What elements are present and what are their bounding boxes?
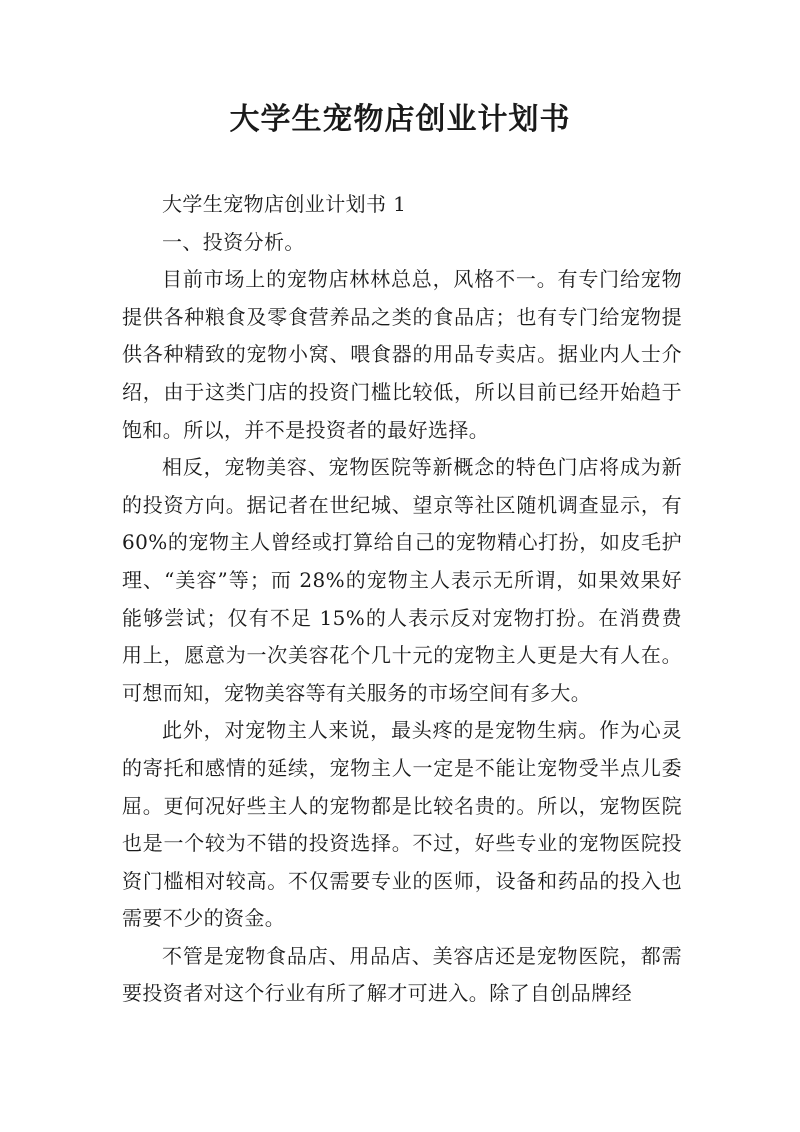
paragraph-pet-hospital: 此外，对宠物主人来说，最头疼的是宠物生病。作为心灵的寄托和感情的延续，宠物主人一定是不能让宠物受半点儿委屈。更何况好些主人的宠物都是比较名贵的。所以，宠物医院也是一个较为不错的投资选择。不过，好些专业的宠物医院投资门槛相对较高。不仅需要专业的医师，设备和药品的投入也需要不少的资金。 xyxy=(122,718,682,931)
document-title: 大学生宠物店创业计划书 xyxy=(229,102,571,137)
document-body xyxy=(122,186,682,1013)
paragraph-market-overview: 目前市场上的宠物店林林总总，风格不一。有专门给宠物提供各种粮食及零食营养品之类的食品店；也有专门给宠物提供各种精致的宠物小窝、喂食器的用品专卖店。据业内人士介绍，由于这类门店的投资门槛比较低，所以目前已经开始趋于饱和。所以，并不是投资者的最好选择。 xyxy=(122,267,682,442)
subsection-heading: 一、投资分析。 xyxy=(162,229,305,254)
paragraph-new-direction: 相反，宠物美容、宠物医院等新概念的特色门店将成为新的投资方向。据记者在世纪城、望京等社区随机调查显示，有 60%的宠物主人曾经或打算给自己的宠物精心打扮，如皮毛护理、“美容”等；而 28%的宠物主人表示无所谓，如果效果好能够尝试；仅有不足 15%的人表示反对宠物打扮。在消费费用上，愿意为一次美容花个几十元的宠物主人更是大有人在。可想而知，宠物美容等有关服务的市场空间有多大。 xyxy=(122,455,682,705)
paragraph-industry-knowledge: 不管是宠物食品店、用品店、美容店还是宠物医院，都需要投资者对这个行业有所了解才可进入。除了自创品牌经 xyxy=(122,943,682,1006)
section-heading: 大学生宠物店创业计划书 1 xyxy=(162,192,407,216)
